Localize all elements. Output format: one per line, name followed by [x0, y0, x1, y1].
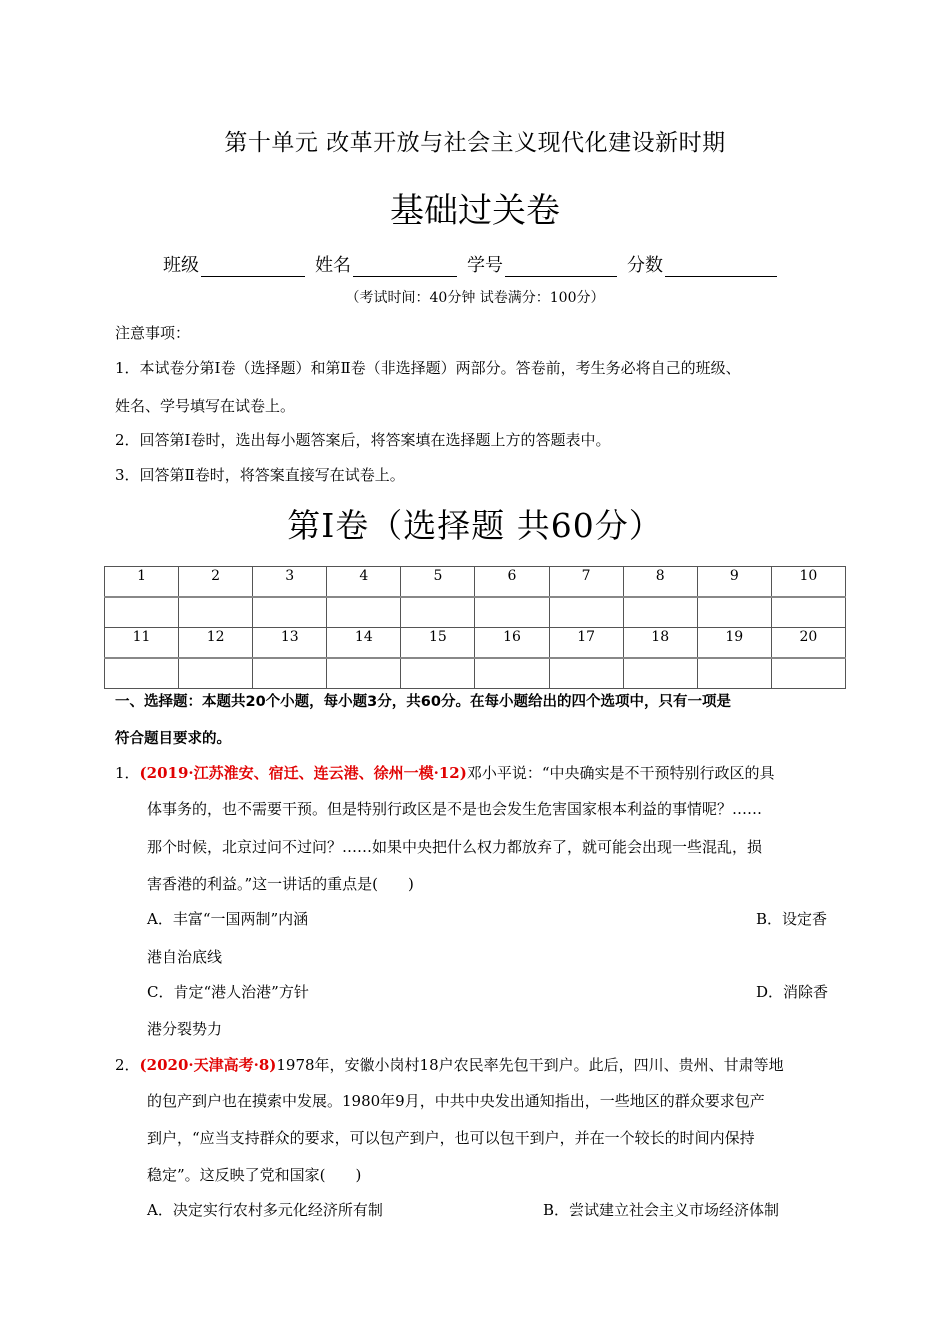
question-number-cell: 18 — [623, 628, 697, 659]
answer-cell[interactable] — [105, 658, 179, 689]
question-1-line-4: 害香港的利益。”这一讲话的重点是( ) — [147, 875, 414, 893]
student-id-blank[interactable] — [505, 259, 617, 277]
question-1-number: 1． — [115, 764, 140, 782]
question-2-line-4: 稳定”。这反映了党和国家( ) — [147, 1166, 362, 1184]
name-field — [315, 251, 457, 277]
answer-cell[interactable] — [179, 658, 253, 689]
answer-cell[interactable] — [549, 597, 623, 628]
note-item-1-cont: 姓名、学号填写在试卷上。 — [115, 397, 296, 415]
name-label: 姓名 — [315, 255, 351, 276]
answer-cell[interactable] — [623, 597, 697, 628]
answer-cell[interactable] — [179, 597, 253, 628]
question-2-line-1 — [115, 1054, 784, 1075]
answer-cell[interactable] — [253, 597, 327, 628]
question-number-cell: 15 — [401, 628, 475, 659]
question-number-cell: 1 — [105, 567, 179, 598]
answer-grid-answers-row-1 — [105, 597, 846, 628]
question-1-line-3: 那个时候，北京过问不过问？……如果中央把什么权力都放弃了，就可能会出现一些混乱，损 — [147, 838, 763, 856]
question-number-cell: 19 — [697, 628, 771, 659]
question-number-cell: 17 — [549, 628, 623, 659]
question-number-cell: 20 — [771, 628, 845, 659]
unit-title: 第十单元 改革开放与社会主义现代化建设新时期 — [224, 130, 726, 156]
question-1-line-1 — [115, 762, 774, 783]
class-blank[interactable] — [201, 259, 305, 277]
question-1-source: (2019·江苏淮安、宿迁、连云港、徐州一模·12) — [139, 764, 467, 782]
question-number-cell: 16 — [475, 628, 549, 659]
question-2-option-a[interactable]: A．决定实行农村多元化经济所有制 — [147, 1201, 383, 1219]
question-2-option-b[interactable]: B．尝试建立社会主义市场经济体制 — [543, 1201, 780, 1219]
answer-cell[interactable] — [549, 658, 623, 689]
question-1-option-d-cont[interactable]: 港分裂势力 — [147, 1020, 223, 1038]
answer-cell[interactable] — [771, 597, 845, 628]
answer-cell[interactable] — [475, 658, 549, 689]
question-number-cell: 3 — [253, 567, 327, 598]
question-2-number: 2． — [115, 1056, 140, 1074]
note-item-1: 1．本试卷分第Ⅰ卷（选择题）和第Ⅱ卷（非选择题）两部分。答卷前，考生务必将自己的班级、 — [115, 359, 741, 377]
name-blank[interactable] — [353, 259, 457, 277]
question-number-cell: 8 — [623, 567, 697, 598]
answer-grid-answers-row-2 — [105, 658, 846, 689]
question-1-option-b-cont[interactable]: 港自治底线 — [147, 948, 223, 966]
answer-cell[interactable] — [253, 658, 327, 689]
question-1-option-d[interactable]: D．消除香 — [756, 983, 829, 1001]
answer-grid-numbers-row-2 — [105, 628, 846, 659]
answer-grid — [104, 566, 846, 689]
paper-title: 基础过关卷 — [390, 191, 560, 231]
question-number-cell: 14 — [327, 628, 401, 659]
question-number-cell: 4 — [327, 567, 401, 598]
answer-cell[interactable] — [401, 658, 475, 689]
question-number-cell: 12 — [179, 628, 253, 659]
question-number-cell: 2 — [179, 567, 253, 598]
student-id-label: 学号 — [467, 255, 503, 276]
answer-cell[interactable] — [401, 597, 475, 628]
question-1-option-b[interactable]: B．设定香 — [756, 910, 828, 928]
question-2-line-3: 到户，“应当支持群众的要求，可以包产到户，也可以包干到户，并在一个较长的时间内保持 — [147, 1129, 755, 1147]
question-2-text: 1978年，安徽小岗村18户农民率先包干到户。此后，四川、贵州、甘肃等地 — [276, 1056, 784, 1074]
answer-cell[interactable] — [771, 658, 845, 689]
instructions-line-2: 符合题目要求的。 — [115, 731, 231, 747]
score-label: 分数 — [627, 255, 663, 276]
student-info-row — [163, 251, 777, 277]
answer-cell[interactable] — [327, 658, 401, 689]
time-note: （考试时间：40分钟 试卷满分：100分） — [345, 290, 605, 306]
class-label: 班级 — [163, 255, 199, 276]
score-blank[interactable] — [665, 259, 777, 277]
class-field — [163, 251, 305, 277]
question-1-line-2: 体事务的，也不需要干预。但是特别行政区是不是也会发生危害国家根本利益的事情呢？…… — [147, 800, 763, 818]
section-title: 第Ⅰ卷（选择题 共60分） — [287, 506, 663, 545]
question-1-text: 邓小平说：“中央确实是不干预特别行政区的具 — [466, 764, 775, 782]
question-number-cell: 7 — [549, 567, 623, 598]
answer-grid-numbers-row-1 — [105, 567, 846, 598]
question-number-cell: 13 — [253, 628, 327, 659]
answer-cell[interactable] — [697, 597, 771, 628]
question-2-source: (2020·天津高考·8) — [139, 1056, 277, 1074]
question-number-cell: 5 — [401, 567, 475, 598]
instructions-line-1: 一、选择题：本题共20个小题，每小题3分，共60分。在每小题给出的四个选项中，只有一项是 — [115, 694, 731, 710]
note-item-3: 3．回答第Ⅱ卷时，将答案直接写在试卷上。 — [115, 466, 405, 484]
notes-heading: 注意事项： — [115, 324, 191, 342]
answer-cell[interactable] — [327, 597, 401, 628]
question-1-option-a[interactable]: A．丰富“一国两制”内涵 — [147, 910, 309, 928]
question-number-cell: 9 — [697, 567, 771, 598]
answer-cell[interactable] — [697, 658, 771, 689]
question-number-cell: 11 — [105, 628, 179, 659]
answer-cell[interactable] — [105, 597, 179, 628]
student-id-field — [467, 251, 617, 277]
question-number-cell: 10 — [771, 567, 845, 598]
note-item-2: 2．回答第Ⅰ卷时，选出每小题答案后，将答案填在选择题上方的答题表中。 — [115, 431, 611, 449]
question-2-line-2: 的包产到户也在摸索中发展。1980年9月，中共中央发出通知指出，一些地区的群众要求包产 — [147, 1092, 765, 1110]
answer-cell[interactable] — [623, 658, 697, 689]
question-1-option-c[interactable]: C．肯定“港人治港”方针 — [147, 983, 309, 1001]
question-number-cell: 6 — [475, 567, 549, 598]
score-field — [627, 251, 777, 277]
answer-cell[interactable] — [475, 597, 549, 628]
